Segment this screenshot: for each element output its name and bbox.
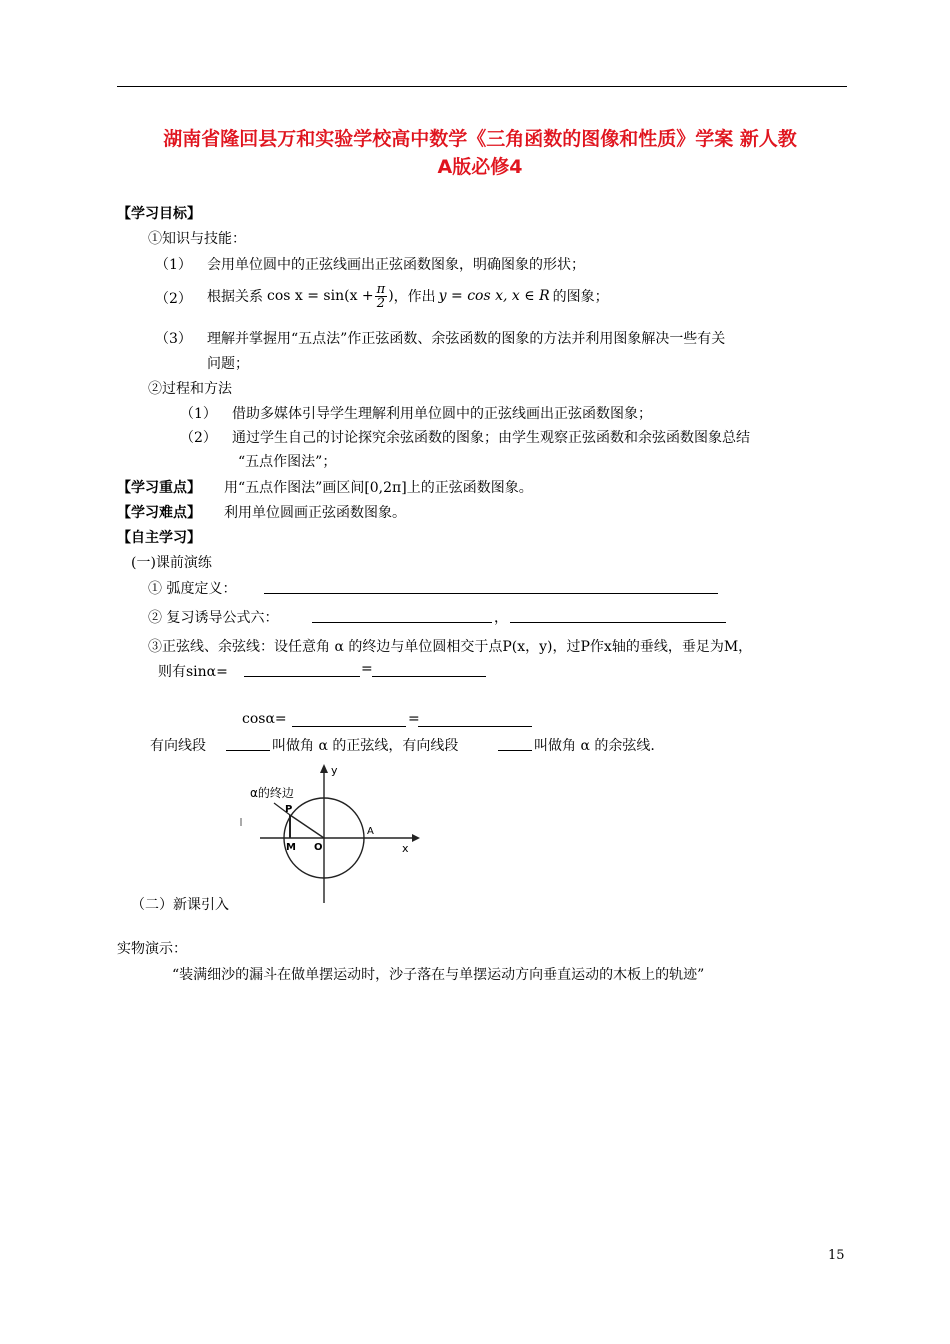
goal2-formula-close: ) [388,288,394,304]
goal2-post: 的图象； [552,289,609,305]
unit-circle-figure [240,760,440,905]
goal2-line [207,278,609,314]
page-number: 15 [828,1248,845,1263]
goals-sub2: ②过程和方法 [148,381,232,397]
self-study-part1: (一)课前演练 [131,555,212,571]
self-study-heading: 【自主学习】 [117,530,201,546]
process1-num: （1） [180,406,217,422]
goals-sub1: ①知识与技能： [148,231,246,247]
point-p-label: P [285,804,293,815]
goal2-formula-left: cos x = sin(x + [267,288,374,304]
q1-answer-blank[interactable] [264,579,718,594]
directed-segment-c: 叫做角 α 的余弦线. [534,738,655,754]
q2-answer-blank-2[interactable] [510,608,726,623]
terminal-side [290,815,324,838]
goal3-text: 理解并掌握用“五点法”作正弦函数、余弦函数的图象的方法并利用图象解决一些有关 [207,331,726,347]
difficulty-text: 利用单位圆画正弦函数图象。 [224,505,406,521]
sine-line-blank[interactable] [226,736,270,751]
alpha-terminal-label: α的终边 [250,786,294,800]
q3-line1: ③正弦线、余弦线：设任意角 α 的终边与单位圆相交于点P(x，y)，过P作x轴的垂线，垂足为M， [148,639,753,655]
x-axis-label: x [402,842,409,855]
directed-segment-b: 叫做角 α 的正弦线，有向线段 [272,738,459,754]
sin-equals: = [361,661,373,677]
q2-separator: ， [494,610,508,626]
goal2-num: （2） [155,291,192,307]
q3-sin-label: 则有sinα= [158,664,228,680]
key-point-heading: 【学习重点】 [117,480,201,496]
goal2-pre: 根据关系 [207,289,263,305]
point-a-label: A [367,826,374,837]
x-axis-arrow-icon [412,834,420,842]
demo-heading: 实物演示： [117,941,187,957]
demo-quote: “装满细沙的漏斗在做单摆运动时，沙子落在与单摆运动方向垂直运动的木板上的轨迹” [172,967,705,983]
goal1-num: （1） [155,257,192,273]
document-title-line2: A版必修4 [437,156,523,178]
unit-circle-diagram [240,760,440,905]
q1-label: ① 弧度定义： [148,581,237,597]
goal3-text2: 问题； [207,356,249,372]
frac-numerator: π [376,281,386,297]
cos-equals: = [408,711,420,727]
y-axis-label: y [331,764,338,777]
difficulty-heading: 【学习难点】 [117,505,201,521]
cos-label: cosα= [242,711,287,727]
header-rule [117,86,847,87]
goals-heading: 【学习目标】 [117,206,201,222]
self-study-part2: （二）新课引入 [131,897,229,913]
process2-num: （2） [180,430,217,446]
key-point-text: 用“五点作图法”画区间[0,2π]上的正弦函数图象。 [224,480,533,496]
process1-text: 借助多媒体引导学生理解利用单位圆中的正弦线画出正弦函数图象； [232,406,652,422]
sin-answer-blank-2[interactable] [372,662,486,677]
cos-answer-blank-1[interactable] [292,712,406,727]
frac-denominator: 2 [376,295,386,311]
pi-over-2-fraction [375,283,388,310]
process2-text2: “五点作图法”； [238,454,337,470]
cosine-line-blank[interactable] [498,736,532,751]
point-o-label: O [314,842,323,853]
goal3-num: （3） [155,331,192,347]
process2-text: 通过学生自己的讨论探究余弦函数的图象；由学生观察正弦函数和余弦函数图象总结 [232,430,750,446]
q2-answer-blank-1[interactable] [312,608,492,623]
directed-segment-a: 有向线段 [150,738,206,754]
goal1-text: 会用单位圆中的正弦线画出正弦函数图象，明确图象的形状； [207,257,585,273]
q2-label: ② 复习诱导公式六： [148,610,279,626]
document-title-line1: 湖南省隆回县万和实验学校高中数学《三角函数的图像和性质》学案 新人教 [163,128,797,150]
y-axis-arrow-icon [320,764,328,773]
sin-answer-blank-1[interactable] [244,662,360,677]
cos-answer-blank-2[interactable] [418,712,532,727]
goal2-mid: ，作出 [393,289,436,305]
goal2-formula2: y = cos x, x ∈ R [438,288,550,304]
point-m-label: M [286,842,296,853]
